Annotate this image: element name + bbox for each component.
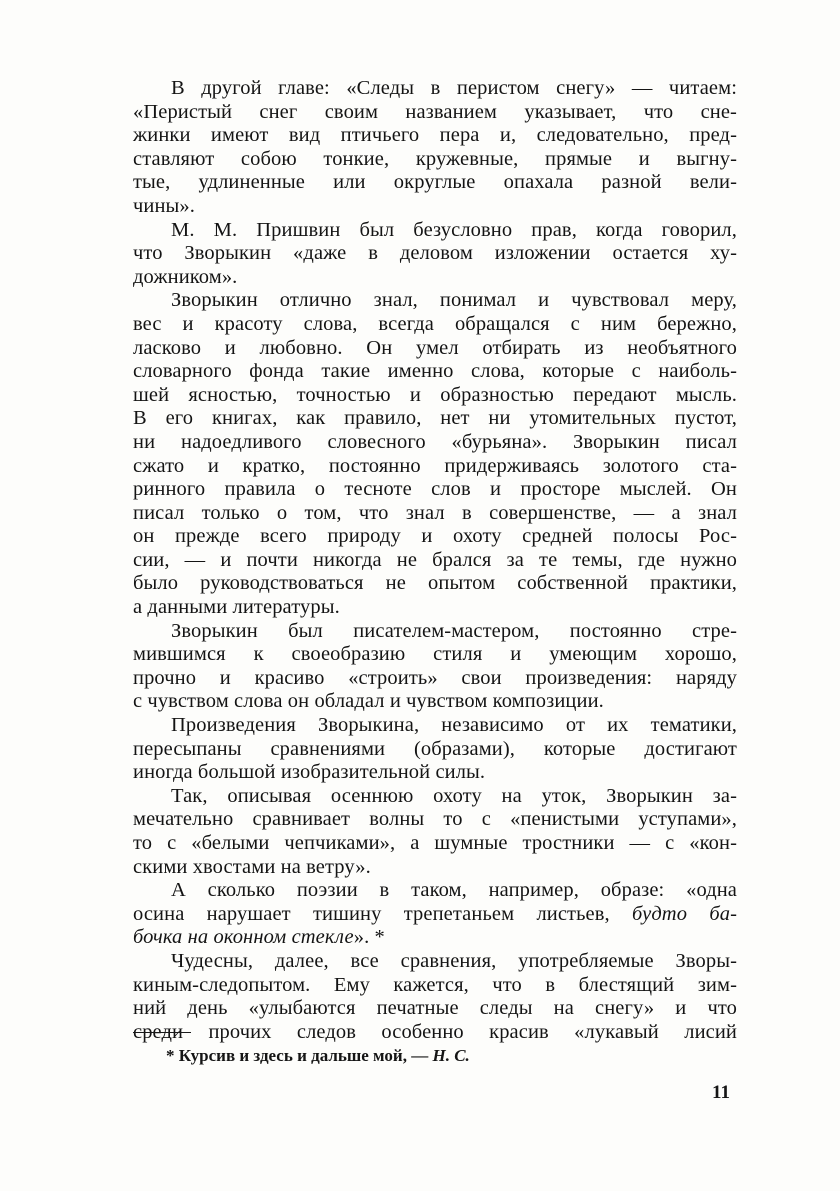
text-line: ставляют собою тонкие, кружевные, прямые и выгну- xyxy=(133,147,737,170)
text-line: ний день «улыбаются печатные следы на снегу» и что xyxy=(133,997,737,1020)
text-line: вес и красоту слова, всегда обращался с ним бережно, xyxy=(133,312,737,335)
body-text xyxy=(133,77,737,1044)
text-line: шей ясностью, точностью и образностью передают мысль. xyxy=(133,383,737,406)
text-line: мившимся к своеобразию стиля и умеющим хорошо, xyxy=(133,643,737,666)
text-line: М. М. Пришвин был безусловно прав, когда говорил, xyxy=(171,218,737,241)
text-line: ласково и любовно. Он умел отбирать из необъятного xyxy=(133,336,737,359)
text-line: пересыпаны сравнениями (образами), которые достигают xyxy=(133,737,737,760)
text-line: прочно и красиво «строить» свои произведения: наряду xyxy=(133,666,737,689)
footnote-initials: Н. С. xyxy=(432,1046,470,1065)
text-line: В его книгах, как правило, нет ни утомительных пустот, xyxy=(133,407,737,430)
text-line: А сколько поэзии в таком, например, образе: «одна xyxy=(171,879,737,902)
text-line: «Перистый снег своим названием указывает, что сне- xyxy=(133,100,737,123)
text-line: В другой главе: «Следы в перистом снегу» — читаем: xyxy=(171,77,737,99)
italic-text: будто ба- xyxy=(632,902,738,925)
text-line: словарного фонда такие именно слова, которые с наиболь- xyxy=(133,360,737,383)
text-line: сжато и кратко, постоянно придерживаясь золотого ста- xyxy=(133,454,737,477)
text-line-part: ». * xyxy=(353,926,385,949)
text-line xyxy=(133,903,737,927)
text-line: мечательно сравнивает волны то с «пенистыми уступами», xyxy=(133,808,737,831)
italic-text: бочка на оконном стекле xyxy=(133,926,354,949)
text-line: ни надоедливого словесного «бурьяна». Зворыкин писал xyxy=(133,430,737,453)
text-line: чины». xyxy=(133,194,195,217)
text-line: Произведения Зворыкина, независимо от их тематики, xyxy=(171,714,737,737)
text-line: жинки имеют вид птичьего пера и, следовательно, пред- xyxy=(133,124,737,147)
text-line: среди прочих следов особенно красив «лукавый лисий xyxy=(133,1020,737,1043)
text-line: Зворыкин был писателем-мастером, постоянно стре- xyxy=(171,619,737,642)
footnote-text: Курсив и здесь и дальше мой, — xyxy=(178,1046,429,1065)
text-line-part: осина нарушает тишину трепетаньем листьев, xyxy=(133,902,610,925)
text-line: ринного правила о тесноте слов и просторе мыслей. Он xyxy=(133,478,737,501)
footnote-divider xyxy=(133,1032,191,1033)
text-line: писал только о том, что знал в совершенстве, — а знал xyxy=(133,501,737,524)
text-line: с чувством слова он обладал и чувством композиции. xyxy=(133,690,604,713)
footnote xyxy=(166,1046,470,1066)
text-line: тые, удлиненные или округлые опахала разной вели- xyxy=(133,171,737,194)
text-line: а данными литературы. xyxy=(133,596,340,619)
text-line: Зворыкин отлично знал, понимал и чувствовал меру, xyxy=(171,289,737,312)
footnote-marker: * xyxy=(166,1046,175,1065)
page-number: 11 xyxy=(712,1082,730,1103)
text-line: Так, описывая осеннюю охоту на уток, Зворыкин за- xyxy=(171,784,737,807)
text-line: то с «белыми чепчиками», а шумные тростники — с «кон- xyxy=(133,832,737,854)
text-line: он прежде всего природу и охоту средней полосы Рос- xyxy=(133,525,737,548)
text-line: дожником». xyxy=(133,265,238,288)
text-line: скими хвостами на ветру». xyxy=(133,855,371,878)
text-line: было руководствоваться не опытом собственной практики, xyxy=(133,572,737,595)
text-line: киным-следопытом. Ему кажется, что в блестящий зим- xyxy=(133,973,737,996)
text-line xyxy=(133,926,737,950)
text-line: что Зворыкин «даже в деловом изложении остается ху- xyxy=(133,242,737,265)
text-line: сии, — и почти никогда не брался за те темы, где нужно xyxy=(133,548,737,571)
text-line: иногда большой изобразительной силы. xyxy=(133,761,486,784)
text-line: Чудесны, далее, все сравнения, употребляемые Зворы- xyxy=(171,949,737,972)
